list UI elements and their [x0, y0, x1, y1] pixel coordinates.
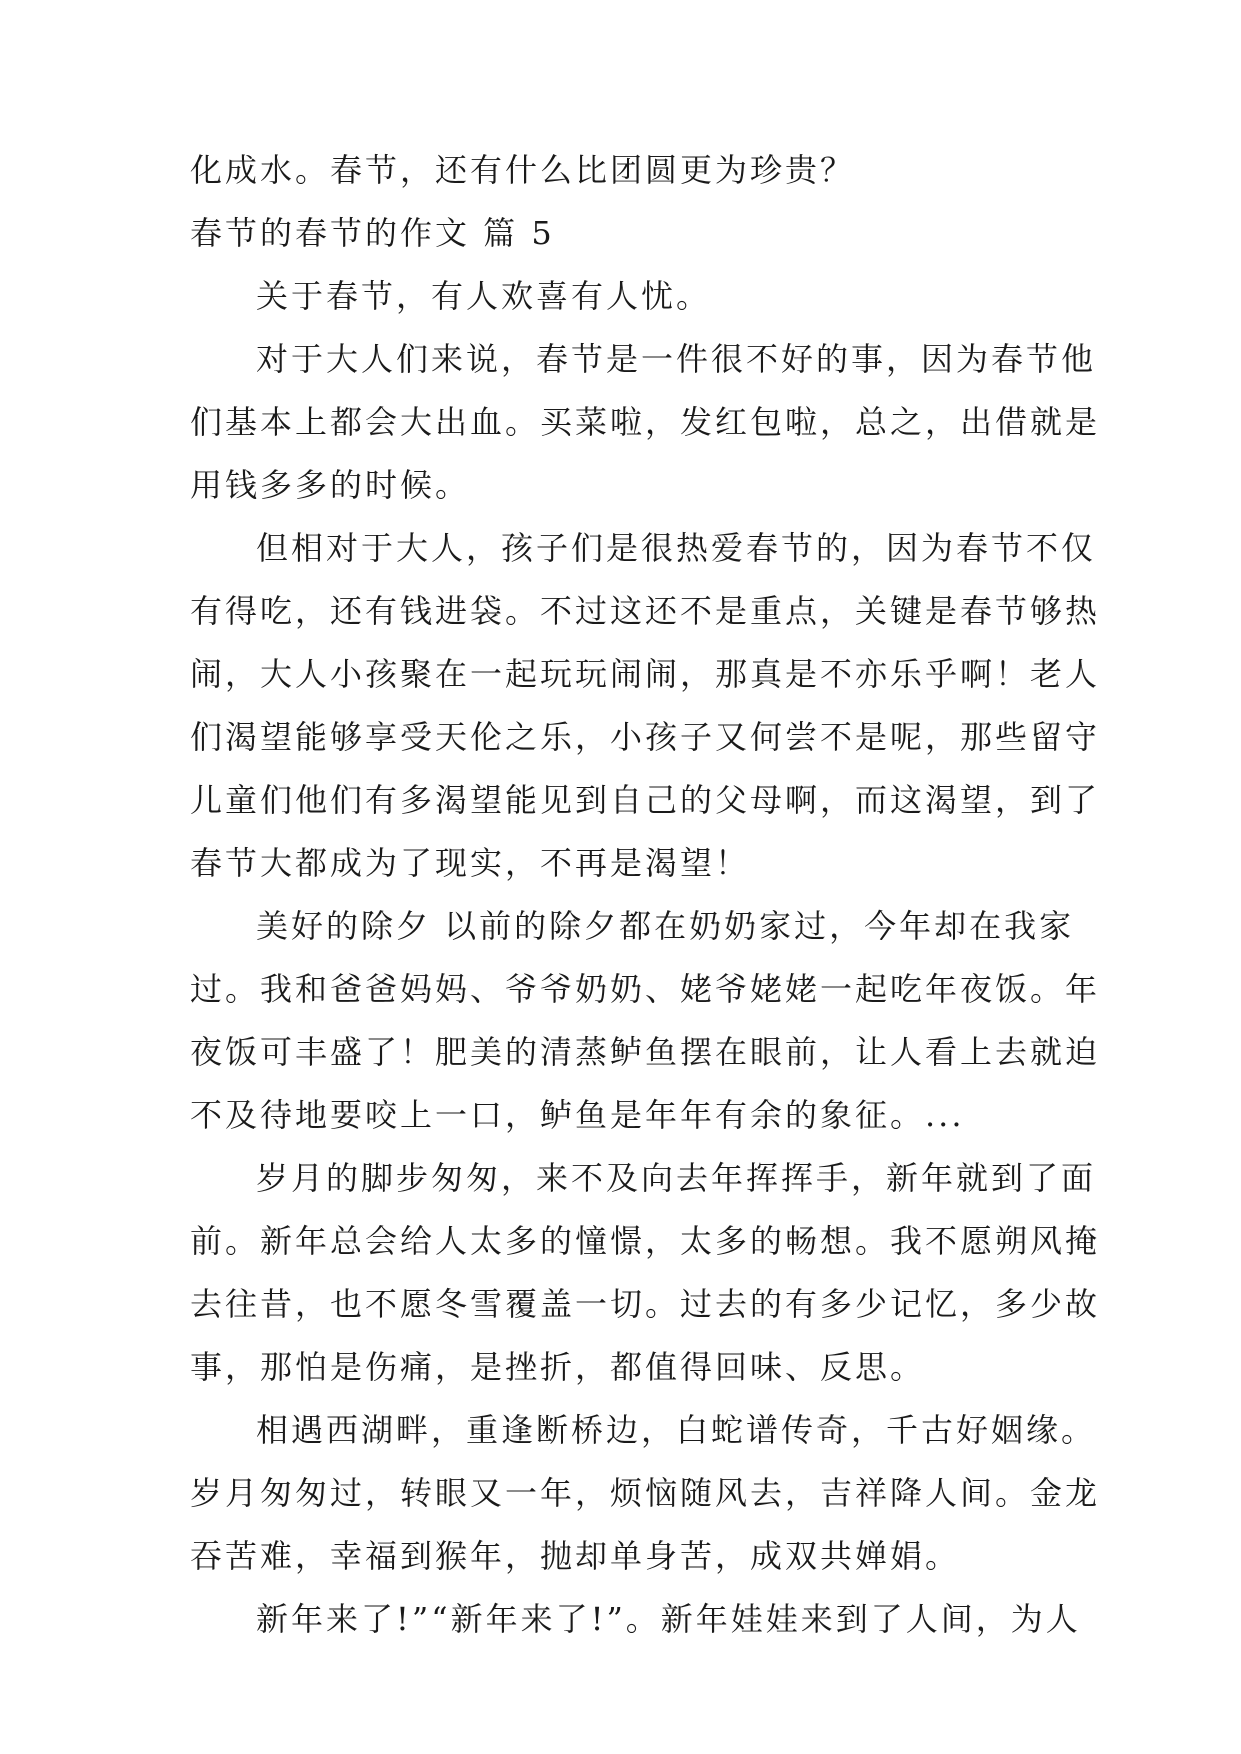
text-line: 们基本上都会大出血。买菜啦，发红包啦，总之，出借就是 — [190, 403, 1101, 441]
text-line: 化成水。春节，还有什么比团圆更为珍贵？ — [190, 151, 856, 189]
text-line: 对于大人们来说，春节是一件很不好的事，因为春节他 — [256, 340, 1097, 378]
text-line: 儿童们他们有多渴望能见到自己的父母啊，而这渴望，到了 — [190, 781, 1101, 819]
text-line: 相遇西湖畔，重逢断桥边，白蛇谱传奇，千古好姻缘。 — [256, 1411, 1097, 1449]
text-line: 关于春节，有人欢喜有人忧。 — [256, 277, 712, 315]
text-line: 过。我和爸爸妈妈、爷爷奶奶、姥爷姥姥一起吃年夜饭。年 — [190, 970, 1101, 1008]
text-line: 有得吃，还有钱进袋。不过这还不是重点，关键是春节够热 — [190, 592, 1101, 630]
text-line: 美好的除夕 以前的除夕都在奶奶家过，今年却在我家 — [256, 907, 1075, 945]
text-line: 夜饭可丰盛了！肥美的清蒸鲈鱼摆在眼前，让人看上去就迫 — [190, 1033, 1101, 1071]
text-line: 前。新年总会给人太多的憧憬，太多的畅想。我不愿朔风掩 — [190, 1222, 1101, 1260]
text-line: 不及待地要咬上一口，鲈鱼是年年有余的象征。... — [190, 1096, 965, 1134]
text-line: 岁月匆匆过，转眼又一年，烦恼随风去，吉祥降人间。金龙 — [190, 1474, 1101, 1512]
text-line: 们渴望能够享受天伦之乐，小孩子又何尝不是呢，那些留守 — [190, 718, 1101, 756]
text-line: 用钱多多的时候。 — [190, 466, 471, 504]
text-line: 闹，大人小孩聚在一起玩玩闹闹，那真是不亦乐乎啊！老人 — [190, 655, 1101, 693]
text-line: 但相对于大人，孩子们是很热爱春节的，因为春节不仅 — [256, 529, 1097, 567]
section-heading: 春节的春节的作文 篇 5 — [190, 214, 555, 252]
text-line: 去往昔，也不愿冬雪覆盖一切。过去的有多少记忆，多少故 — [190, 1285, 1101, 1323]
text-line: 吞苦难，幸福到猴年，抛却单身苦，成双共婵娟。 — [190, 1537, 961, 1575]
text-line: 新年来了!”“新年来了!”。新年娃娃来到了人间，为人 — [256, 1600, 1081, 1638]
text-line: 岁月的脚步匆匆，来不及向去年挥挥手，新年就到了面 — [256, 1159, 1097, 1197]
text-line: 春节大都成为了现实，不再是渴望！ — [190, 844, 751, 882]
text-line: 事，那怕是伤痛，是挫折，都值得回味、反思。 — [190, 1348, 926, 1386]
